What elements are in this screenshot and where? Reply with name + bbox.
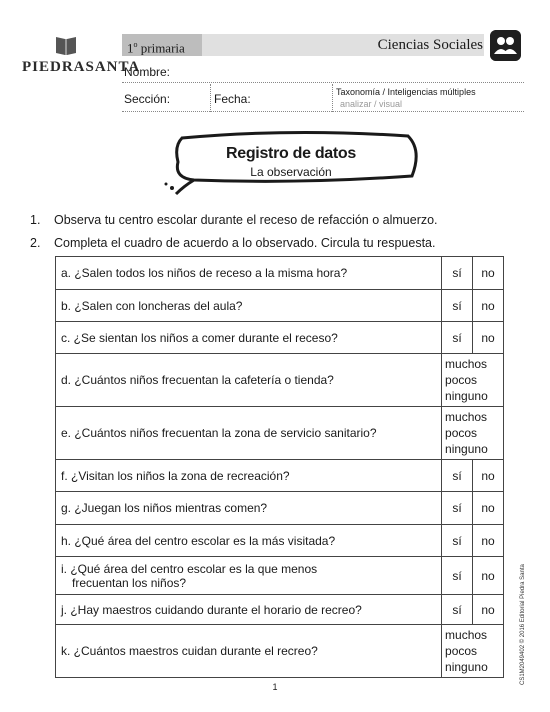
question-e: e. ¿Cuántos niños frecuentan la zona de servicio sanitario? — [56, 407, 442, 460]
questions-table — [55, 256, 504, 678]
answer-yes-h[interactable]: sí — [442, 525, 473, 557]
option-many[interactable]: muchos — [445, 628, 488, 642]
divider — [210, 84, 211, 112]
taxonomy-values: analizar / visual — [340, 99, 403, 109]
question-c: c. ¿Se sientan los niños a comer durante el receso? — [56, 322, 442, 354]
copyright-note: CS1M2049402 © 2016 Editorial Piedra Santa — [520, 564, 526, 685]
section-label: Sección: — [124, 92, 171, 106]
grade-label: 1$^o$ primaria — [122, 34, 202, 56]
page-number: 1 — [272, 682, 278, 692]
option-few[interactable]: pocos — [445, 644, 478, 658]
answer-no-b[interactable]: no — [473, 290, 504, 322]
option-none[interactable]: ninguno — [445, 660, 488, 674]
answer-no-j[interactable]: no — [473, 595, 504, 625]
answer-options-k[interactable] — [442, 625, 504, 678]
option-many[interactable]: muchos — [445, 410, 488, 424]
table-row — [56, 290, 504, 322]
answer-no-f[interactable]: no — [473, 460, 504, 492]
instruction-2: 2. Completa el cuadro de acuerdo a lo observado. Circula tu respuesta. — [30, 236, 436, 250]
answer-yes-a[interactable]: sí — [442, 257, 473, 290]
page-title: Registro de datos — [225, 145, 357, 162]
subject-title: Ciencias Sociales — [377, 37, 483, 53]
question-i-line2: frecuentan los niños? — [72, 575, 187, 590]
table-row — [56, 257, 504, 290]
question-a: a. ¿Salen todos los niños de receso a la misma hora? — [56, 257, 442, 290]
answer-options-d[interactable] — [442, 354, 504, 407]
table-row — [56, 557, 504, 595]
people-icon — [490, 30, 521, 61]
table-row — [56, 492, 504, 525]
table-row — [56, 525, 504, 557]
question-f: f. ¿Visitan los niños la zona de recreación? — [56, 460, 442, 492]
question-b: b. ¿Salen con loncheras del aula? — [56, 290, 442, 322]
section-line — [122, 111, 524, 112]
publisher-logo: PIEDRASANTA — [22, 59, 141, 75]
option-few[interactable]: pocos — [445, 373, 478, 387]
name-label: Nombre: — [124, 65, 171, 79]
answer-no-a[interactable]: no — [473, 257, 504, 290]
answer-no-c[interactable]: no — [473, 322, 504, 354]
option-few[interactable]: pocos — [445, 426, 478, 440]
answer-no-g[interactable]: no — [473, 492, 504, 525]
table-row — [56, 354, 504, 407]
taxonomy-label: Taxonomía / Inteligencias múltiples — [336, 87, 476, 97]
table-row — [56, 407, 504, 460]
title-bubble-frame — [160, 128, 424, 198]
answer-yes-i[interactable]: sí — [442, 557, 473, 595]
question-k: k. ¿Cuántos maestros cuidan durante el recreo? — [56, 625, 442, 678]
question-j: j. ¿Hay maestros cuidando durante el horario de recreo? — [56, 595, 442, 625]
table-row — [56, 595, 504, 625]
date-label: Fecha: — [214, 92, 251, 106]
answer-yes-b[interactable]: sí — [442, 290, 473, 322]
answer-no-i[interactable]: no — [473, 557, 504, 595]
question-g: g. ¿Juegan los niños mientras comen? — [56, 492, 442, 525]
answer-options-e[interactable] — [442, 407, 504, 460]
name-line[interactable] — [122, 82, 524, 83]
answer-yes-f[interactable]: sí — [442, 460, 473, 492]
instruction-1: 1. Observa tu centro escolar durante el receso de refacción o almuerzo. — [30, 213, 438, 227]
question-h: h. ¿Qué área del centro escolar es la más visitada? — [56, 525, 442, 557]
table-row — [56, 460, 504, 492]
answer-yes-g[interactable]: sí — [442, 492, 473, 525]
table-row — [56, 322, 504, 354]
question-d: d. ¿Cuántos niños frecuentan la cafetería o tienda? — [56, 354, 442, 407]
answer-yes-c[interactable]: sí — [442, 322, 473, 354]
book-logo-icon — [55, 34, 77, 56]
answer-yes-j[interactable]: sí — [442, 595, 473, 625]
page-subtitle: La observación — [250, 165, 332, 179]
option-many[interactable]: muchos — [445, 357, 488, 371]
table-row — [56, 625, 504, 678]
answer-no-h[interactable]: no — [473, 525, 504, 557]
question-i-line1: i. ¿Qué área del centro escolar es la que menos — [61, 561, 318, 576]
option-none[interactable]: ninguno — [445, 442, 488, 456]
divider — [332, 84, 333, 112]
question-i — [56, 557, 442, 595]
option-none[interactable]: ninguno — [445, 389, 488, 403]
